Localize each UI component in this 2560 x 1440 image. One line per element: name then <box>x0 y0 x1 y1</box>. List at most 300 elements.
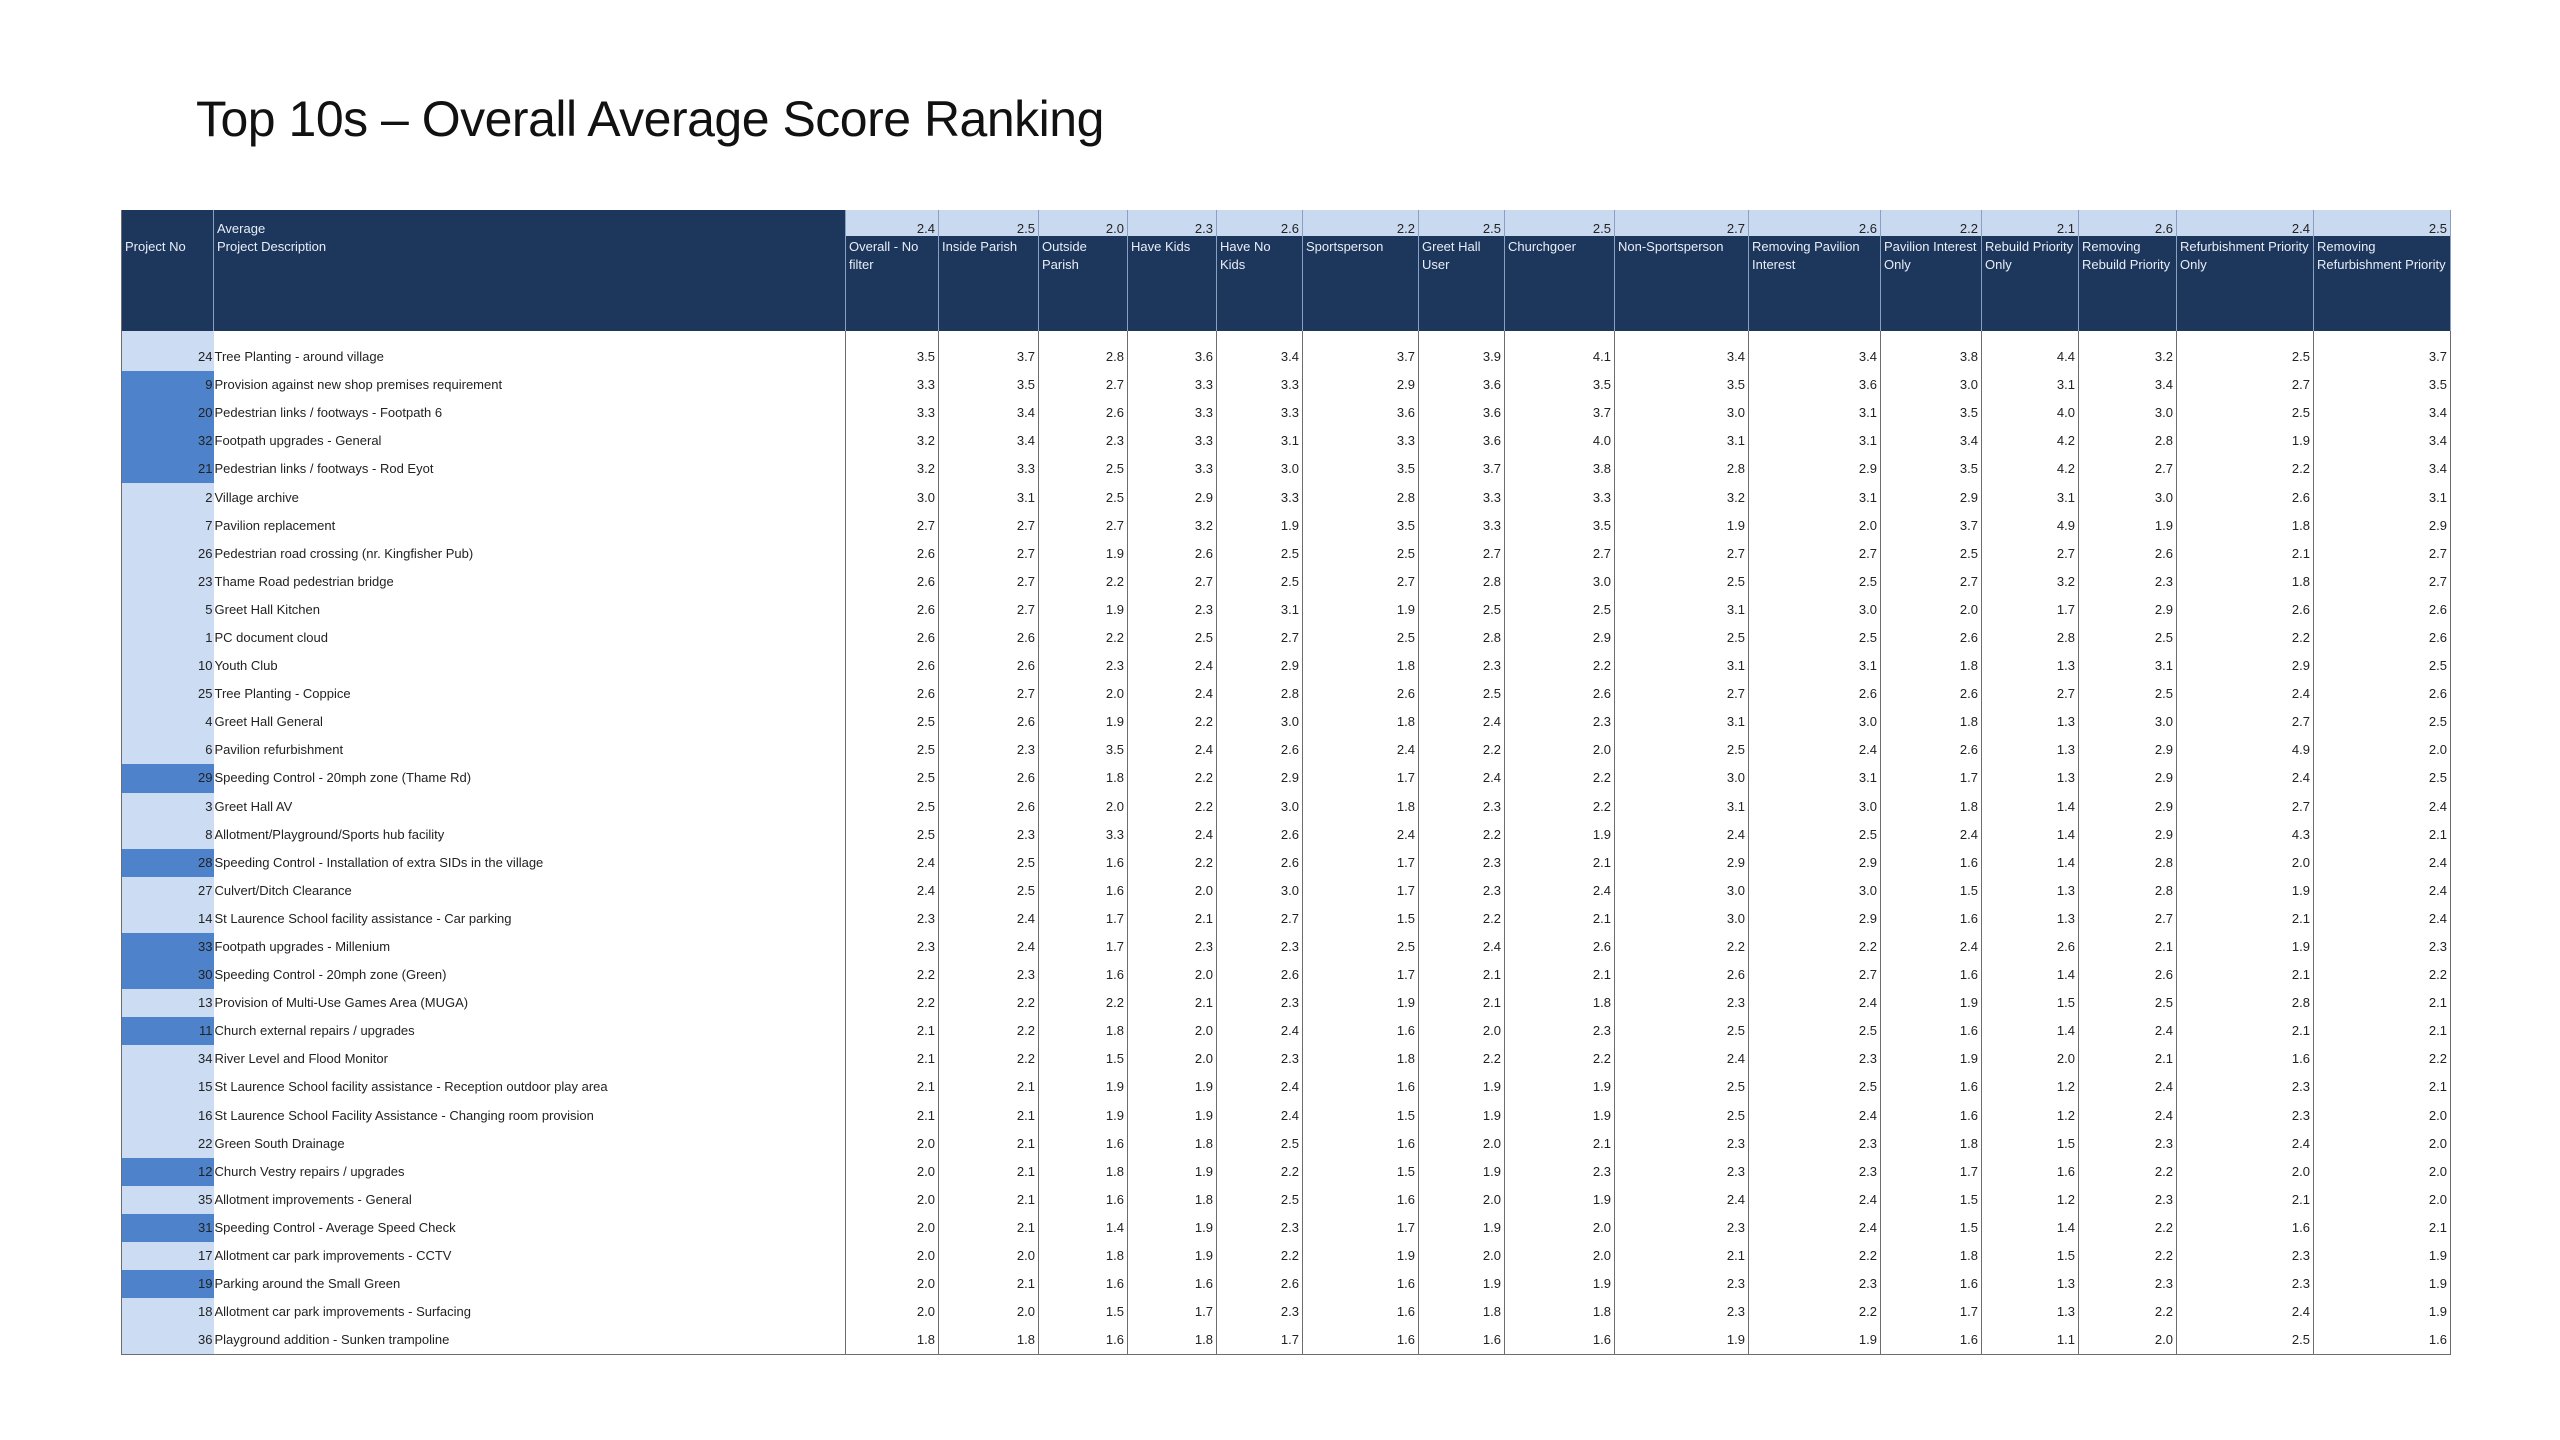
score-cell: 2.6 <box>1881 736 1982 764</box>
table-row <box>122 933 2451 961</box>
score-cell: 2.0 <box>846 1242 939 1270</box>
score-cell: 2.3 <box>1615 1270 1749 1298</box>
score-cell: 2.8 <box>2079 877 2177 905</box>
column-header: Greet Hall User <box>1419 236 1505 331</box>
score-cell: 1.9 <box>1128 1158 1217 1186</box>
score-cell: 2.2 <box>1217 1158 1303 1186</box>
column-average: 2.5 <box>939 210 1039 236</box>
score-cell: 2.0 <box>846 1214 939 1242</box>
score-cell: 3.0 <box>1217 877 1303 905</box>
score-cell: 3.4 <box>2079 371 2177 399</box>
project-description: Speeding Control - Installation of extra SIDs in the village <box>214 849 846 877</box>
score-cell: 2.3 <box>1217 989 1303 1017</box>
score-cell: 2.6 <box>846 596 939 624</box>
score-cell: 2.7 <box>846 512 939 540</box>
project-description: Church external repairs / upgrades <box>214 1017 846 1045</box>
score-cell: 3.3 <box>1505 483 1615 511</box>
column-header: Non-Sportsperson <box>1615 236 1749 331</box>
score-cell: 2.5 <box>1615 1017 1749 1045</box>
column-header: Inside Parish <box>939 236 1039 331</box>
table-row <box>122 1298 2451 1326</box>
score-cell: 2.5 <box>2314 764 2451 792</box>
score-cell: 3.3 <box>1128 371 1217 399</box>
score-cell: 2.0 <box>1419 1017 1505 1045</box>
score-cell: 2.7 <box>1982 680 2079 708</box>
score-cell: 3.0 <box>1615 764 1749 792</box>
table-row <box>122 989 2451 1017</box>
score-cell: 2.9 <box>1749 849 1881 877</box>
score-cell: 2.8 <box>2079 849 2177 877</box>
table-row <box>122 343 2451 371</box>
score-cell: 2.3 <box>2177 1073 2314 1101</box>
score-cell: 2.9 <box>1881 483 1982 511</box>
score-cell: 2.4 <box>1881 821 1982 849</box>
column-average: 2.2 <box>1303 210 1419 236</box>
score-cell: 2.9 <box>2079 821 2177 849</box>
score-cell: 1.6 <box>1419 1326 1505 1355</box>
score-cell: 2.4 <box>1505 877 1615 905</box>
project-description: Allotment/Playground/Sports hub facility <box>214 821 846 849</box>
score-cell: 2.1 <box>2177 961 2314 989</box>
score-cell: 2.5 <box>939 849 1039 877</box>
score-cell: 2.2 <box>2079 1298 2177 1326</box>
table-row <box>122 736 2451 764</box>
score-cell: 2.3 <box>1128 596 1217 624</box>
score-cell: 2.4 <box>939 905 1039 933</box>
score-cell: 2.6 <box>1303 680 1419 708</box>
score-cell: 2.6 <box>1217 821 1303 849</box>
score-cell: 1.9 <box>1505 1102 1615 1130</box>
score-cell: 2.1 <box>846 1017 939 1045</box>
score-cell: 2.1 <box>1128 905 1217 933</box>
column-header: Pavilion Interest Only <box>1881 236 1982 331</box>
score-cell: 1.9 <box>1505 1073 1615 1101</box>
score-cell: 1.7 <box>1303 764 1419 792</box>
spacer-row <box>122 331 2451 343</box>
score-cell: 3.1 <box>1615 596 1749 624</box>
score-cell: 1.4 <box>1982 793 2079 821</box>
table-row <box>122 680 2451 708</box>
score-cell: 2.2 <box>1505 652 1615 680</box>
score-cell: 2.6 <box>939 764 1039 792</box>
table-row <box>122 512 2451 540</box>
table-row <box>122 821 2451 849</box>
score-cell: 3.1 <box>1749 652 1881 680</box>
score-cell: 3.0 <box>1749 793 1881 821</box>
project-description: Playground addition - Sunken trampoline <box>214 1326 846 1355</box>
project-number: 6 <box>122 736 214 764</box>
score-cell: 4.0 <box>1982 399 2079 427</box>
score-cell: 3.0 <box>1749 877 1881 905</box>
score-cell: 2.0 <box>1505 1242 1615 1270</box>
score-cell: 2.7 <box>1039 512 1128 540</box>
score-cell: 2.3 <box>2177 1270 2314 1298</box>
score-cell: 2.3 <box>2177 1242 2314 1270</box>
score-cell: 2.0 <box>1505 1214 1615 1242</box>
table-row <box>122 793 2451 821</box>
score-cell: 1.9 <box>1419 1214 1505 1242</box>
score-cell: 3.7 <box>1419 455 1505 483</box>
score-cell: 2.3 <box>1505 1017 1615 1045</box>
score-cell: 2.5 <box>1217 1186 1303 1214</box>
score-cell: 3.4 <box>939 399 1039 427</box>
score-cell: 2.6 <box>1505 933 1615 961</box>
project-number: 24 <box>122 343 214 371</box>
score-cell: 2.7 <box>2079 455 2177 483</box>
project-number: 11 <box>122 1017 214 1045</box>
score-cell: 2.7 <box>939 540 1039 568</box>
table-row <box>122 1326 2451 1355</box>
project-number: 33 <box>122 933 214 961</box>
score-cell: 2.4 <box>1749 1102 1881 1130</box>
score-cell: 2.7 <box>1217 905 1303 933</box>
column-header: Have No Kids <box>1217 236 1303 331</box>
score-cell: 2.0 <box>1881 596 1982 624</box>
score-cell: 3.6 <box>1419 427 1505 455</box>
score-cell: 2.6 <box>1881 624 1982 652</box>
project-number: 4 <box>122 708 214 736</box>
score-cell: 1.1 <box>1982 1326 2079 1355</box>
score-cell: 2.5 <box>1217 1130 1303 1158</box>
score-cell: 2.1 <box>2314 1214 2451 1242</box>
column-header: Removing Pavilion Interest <box>1749 236 1881 331</box>
score-cell: 3.2 <box>1615 483 1749 511</box>
score-cell: 2.4 <box>1615 1045 1749 1073</box>
project-number: 25 <box>122 680 214 708</box>
project-description: River Level and Flood Monitor <box>214 1045 846 1073</box>
score-cell: 2.5 <box>1217 568 1303 596</box>
score-cell: 1.5 <box>1039 1298 1128 1326</box>
score-cell: 1.6 <box>1039 961 1128 989</box>
score-cell: 2.0 <box>1419 1130 1505 1158</box>
score-cell: 1.9 <box>1217 512 1303 540</box>
project-number: 32 <box>122 427 214 455</box>
score-cell: 3.5 <box>1039 736 1128 764</box>
score-cell: 1.9 <box>2314 1270 2451 1298</box>
score-cell: 2.0 <box>1419 1242 1505 1270</box>
score-cell: 3.2 <box>2079 343 2177 371</box>
score-cell: 1.6 <box>1039 1186 1128 1214</box>
score-cell: 2.9 <box>1615 849 1749 877</box>
score-cell: 2.2 <box>939 1017 1039 1045</box>
score-cell: 1.8 <box>1128 1186 1217 1214</box>
score-cell: 1.6 <box>1881 1102 1982 1130</box>
score-cell: 2.6 <box>2314 680 2451 708</box>
score-cell: 2.3 <box>2079 1270 2177 1298</box>
score-cell: 2.9 <box>1505 624 1615 652</box>
score-cell: 2.3 <box>2079 568 2177 596</box>
score-cell: 1.8 <box>1419 1298 1505 1326</box>
score-cell: 3.1 <box>1749 764 1881 792</box>
score-cell: 1.6 <box>1982 1158 2079 1186</box>
score-cell: 1.7 <box>1217 1326 1303 1355</box>
score-cell: 2.0 <box>846 1158 939 1186</box>
score-cell: 2.2 <box>2177 624 2314 652</box>
score-cell: 1.6 <box>1881 1326 1982 1355</box>
project-description: Allotment improvements - General <box>214 1186 846 1214</box>
score-cell: 3.4 <box>2314 399 2451 427</box>
table-row <box>122 1045 2451 1073</box>
score-cell: 2.5 <box>1505 596 1615 624</box>
score-cell: 2.3 <box>1749 1130 1881 1158</box>
score-cell: 2.0 <box>2314 1102 2451 1130</box>
score-cell: 3.0 <box>1217 708 1303 736</box>
score-cell: 2.4 <box>1128 821 1217 849</box>
score-cell: 2.6 <box>939 793 1039 821</box>
score-cell: 2.4 <box>1303 821 1419 849</box>
score-cell: 1.8 <box>1039 1017 1128 1045</box>
score-cell: 2.7 <box>2314 540 2451 568</box>
project-no-header: Project No <box>122 236 214 331</box>
score-cell: 2.0 <box>1982 1045 2079 1073</box>
score-cell: 3.8 <box>1881 343 1982 371</box>
score-cell: 2.0 <box>2314 736 2451 764</box>
score-cell: 2.3 <box>939 736 1039 764</box>
score-cell: 2.6 <box>2177 596 2314 624</box>
score-cell: 2.5 <box>2314 708 2451 736</box>
score-cell: 2.5 <box>846 821 939 849</box>
project-description: St Laurence School Facility Assistance - Changing room provision <box>214 1102 846 1130</box>
score-cell: 2.1 <box>2079 1045 2177 1073</box>
project-number: 36 <box>122 1326 214 1355</box>
score-cell: 2.9 <box>1217 764 1303 792</box>
score-cell: 2.4 <box>2177 764 2314 792</box>
score-cell: 1.6 <box>1881 1073 1982 1101</box>
score-cell: 1.5 <box>1982 989 2079 1017</box>
score-cell: 1.4 <box>1982 1017 2079 1045</box>
score-cell: 2.4 <box>2314 849 2451 877</box>
score-cell: 3.1 <box>1615 652 1749 680</box>
score-cell: 2.7 <box>1982 540 2079 568</box>
score-cell: 2.1 <box>2177 540 2314 568</box>
score-cell: 1.7 <box>1881 1158 1982 1186</box>
score-cell: 2.4 <box>2314 793 2451 821</box>
score-cell: 1.5 <box>1039 1045 1128 1073</box>
score-cell: 4.2 <box>1982 427 2079 455</box>
score-cell: 3.0 <box>1217 455 1303 483</box>
score-cell: 1.3 <box>1982 708 2079 736</box>
table-row <box>122 961 2451 989</box>
project-number: 34 <box>122 1045 214 1073</box>
score-cell: 3.0 <box>846 483 939 511</box>
score-cell: 3.3 <box>939 455 1039 483</box>
score-cell: 2.0 <box>2177 1158 2314 1186</box>
score-cell: 2.9 <box>2079 764 2177 792</box>
score-cell: 2.3 <box>1419 849 1505 877</box>
score-cell: 2.2 <box>1128 793 1217 821</box>
score-cell: 1.9 <box>1615 1326 1749 1355</box>
score-cell: 2.5 <box>939 877 1039 905</box>
score-cell: 2.4 <box>939 933 1039 961</box>
project-description: Pedestrian road crossing (nr. Kingfisher Pub) <box>214 540 846 568</box>
score-cell: 2.3 <box>1419 877 1505 905</box>
score-cell: 2.1 <box>1505 849 1615 877</box>
score-cell: 2.0 <box>846 1186 939 1214</box>
project-number: 22 <box>122 1130 214 1158</box>
score-cell: 1.5 <box>1982 1130 2079 1158</box>
score-cell: 1.5 <box>1303 1158 1419 1186</box>
score-cell: 2.7 <box>939 568 1039 596</box>
score-cell: 2.2 <box>2079 1214 2177 1242</box>
score-cell: 2.5 <box>1615 624 1749 652</box>
score-cell: 3.3 <box>1039 821 1128 849</box>
score-cell: 4.1 <box>1505 343 1615 371</box>
column-average: 2.2 <box>1881 210 1982 236</box>
score-cell: 2.7 <box>1749 540 1881 568</box>
score-cell: 1.3 <box>1982 1298 2079 1326</box>
score-cell: 3.1 <box>1982 371 2079 399</box>
score-cell: 2.7 <box>1881 568 1982 596</box>
score-cell: 1.9 <box>1505 1186 1615 1214</box>
score-cell: 2.0 <box>1419 1186 1505 1214</box>
column-average: 2.6 <box>1749 210 1881 236</box>
score-cell: 1.9 <box>1303 989 1419 1017</box>
project-description: Culvert/Ditch Clearance <box>214 877 846 905</box>
column-header: Removing Rebuild Priority <box>2079 236 2177 331</box>
score-cell: 2.3 <box>1615 1214 1749 1242</box>
score-cell: 2.7 <box>1128 568 1217 596</box>
score-cell: 2.2 <box>1505 793 1615 821</box>
project-number: 14 <box>122 905 214 933</box>
table-row <box>122 708 2451 736</box>
score-cell: 2.1 <box>1505 1130 1615 1158</box>
score-cell: 2.6 <box>846 540 939 568</box>
project-number: 5 <box>122 596 214 624</box>
score-cell: 1.6 <box>1039 849 1128 877</box>
score-cell: 2.4 <box>1749 989 1881 1017</box>
score-cell: 1.8 <box>1039 764 1128 792</box>
table-row <box>122 1102 2451 1130</box>
table-row <box>122 1214 2451 1242</box>
score-cell: 3.6 <box>1303 399 1419 427</box>
score-cell: 2.1 <box>939 1130 1039 1158</box>
score-cell: 2.5 <box>1749 1017 1881 1045</box>
score-cell: 1.6 <box>1039 1326 1128 1355</box>
score-cell: 2.6 <box>1217 1270 1303 1298</box>
score-cell: 2.4 <box>1749 1186 1881 1214</box>
score-cell: 1.5 <box>1881 877 1982 905</box>
score-cell: 1.9 <box>1039 708 1128 736</box>
score-cell: 3.7 <box>1303 343 1419 371</box>
score-cell: 3.1 <box>2314 483 2451 511</box>
project-description: Thame Road pedestrian bridge <box>214 568 846 596</box>
score-cell: 1.5 <box>1303 1102 1419 1130</box>
average-label: Average <box>214 210 846 236</box>
score-cell: 2.2 <box>1419 905 1505 933</box>
score-cell: 2.3 <box>2079 1186 2177 1214</box>
score-cell: 1.6 <box>1881 961 1982 989</box>
score-cell: 3.0 <box>1881 371 1982 399</box>
score-cell: 2.1 <box>1615 1242 1749 1270</box>
table-row <box>122 483 2451 511</box>
score-cell: 2.5 <box>1615 1073 1749 1101</box>
score-cell: 2.0 <box>1128 1017 1217 1045</box>
score-cell: 1.9 <box>1505 821 1615 849</box>
score-cell: 2.0 <box>846 1270 939 1298</box>
score-cell: 1.6 <box>1303 1017 1419 1045</box>
score-cell: 1.6 <box>1039 877 1128 905</box>
score-cell: 2.5 <box>1039 455 1128 483</box>
score-cell: 3.1 <box>1615 427 1749 455</box>
table-row <box>122 371 2451 399</box>
column-header: Outside Parish <box>1039 236 1128 331</box>
project-description: Speeding Control - Average Speed Check <box>214 1214 846 1242</box>
score-cell: 1.3 <box>1982 877 2079 905</box>
project-description: Footpath upgrades - General <box>214 427 846 455</box>
score-cell: 3.7 <box>2314 343 2451 371</box>
score-cell: 3.1 <box>1982 483 2079 511</box>
score-cell: 2.0 <box>2314 1158 2451 1186</box>
score-cell: 1.8 <box>1039 1158 1128 1186</box>
score-cell: 3.5 <box>1881 399 1982 427</box>
project-description: Pedestrian links / footways - Footpath 6 <box>214 399 846 427</box>
score-cell: 2.5 <box>1881 540 1982 568</box>
score-cell: 2.6 <box>1128 540 1217 568</box>
score-cell: 3.5 <box>1505 371 1615 399</box>
score-cell: 1.4 <box>1982 849 2079 877</box>
score-cell: 1.9 <box>2177 877 2314 905</box>
score-cell: 1.8 <box>1881 1242 1982 1270</box>
score-cell: 3.3 <box>846 399 939 427</box>
column-average: 2.3 <box>1128 210 1217 236</box>
score-cell: 2.3 <box>939 821 1039 849</box>
score-cell: 2.2 <box>1615 933 1749 961</box>
score-cell: 1.6 <box>1881 1017 1982 1045</box>
score-cell: 1.6 <box>1505 1326 1615 1355</box>
score-cell: 3.3 <box>1217 371 1303 399</box>
score-cell: 2.5 <box>1128 624 1217 652</box>
project-number: 12 <box>122 1158 214 1186</box>
score-cell: 2.6 <box>1217 961 1303 989</box>
score-cell: 3.1 <box>1749 483 1881 511</box>
score-cell: 2.6 <box>1615 961 1749 989</box>
score-cell: 2.0 <box>1128 1045 1217 1073</box>
score-cell: 2.0 <box>939 1242 1039 1270</box>
score-cell: 2.1 <box>939 1158 1039 1186</box>
score-cell: 2.6 <box>1505 680 1615 708</box>
score-cell: 1.4 <box>1982 821 2079 849</box>
project-number: 19 <box>122 1270 214 1298</box>
score-cell: 2.8 <box>1419 624 1505 652</box>
score-cell: 2.5 <box>2079 680 2177 708</box>
score-cell: 2.5 <box>1615 736 1749 764</box>
score-cell: 1.9 <box>1128 1214 1217 1242</box>
project-number: 26 <box>122 540 214 568</box>
score-cell: 1.8 <box>2177 568 2314 596</box>
score-cell: 2.5 <box>1615 568 1749 596</box>
score-cell: 2.9 <box>1128 483 1217 511</box>
project-number: 8 <box>122 821 214 849</box>
score-cell: 2.5 <box>1419 596 1505 624</box>
score-cell: 1.7 <box>1303 849 1419 877</box>
score-cell: 2.4 <box>1419 933 1505 961</box>
score-cell: 2.2 <box>1039 624 1128 652</box>
score-cell: 2.3 <box>2079 1130 2177 1158</box>
score-cell: 3.4 <box>1217 343 1303 371</box>
score-cell: 2.3 <box>1128 933 1217 961</box>
column-average: 2.4 <box>2177 210 2314 236</box>
project-description: Green South Drainage <box>214 1130 846 1158</box>
score-cell: 3.8 <box>1505 455 1615 483</box>
score-cell: 2.2 <box>1419 736 1505 764</box>
score-cell: 2.6 <box>1881 680 1982 708</box>
score-cell: 2.6 <box>1039 399 1128 427</box>
score-cell: 1.9 <box>1039 596 1128 624</box>
score-cell: 1.8 <box>1881 652 1982 680</box>
score-cell: 3.5 <box>1505 512 1615 540</box>
score-cell: 2.2 <box>1749 933 1881 961</box>
project-description: Speeding Control - 20mph zone (Green) <box>214 961 846 989</box>
